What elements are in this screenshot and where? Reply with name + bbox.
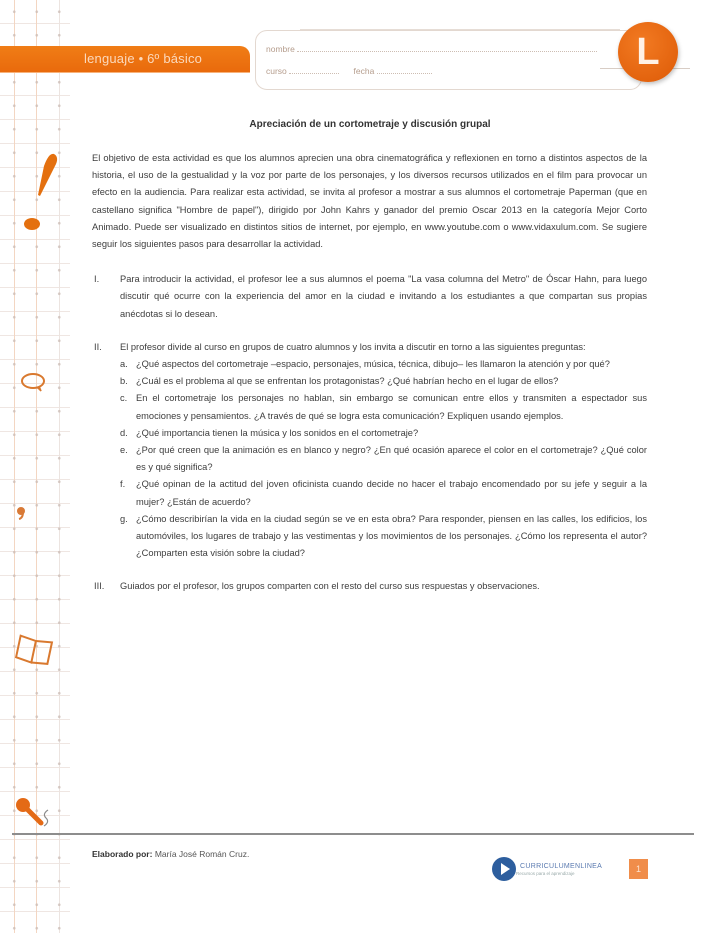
list-item <box>120 356 647 373</box>
student-info-box <box>255 30 642 90</box>
question-list <box>120 356 647 562</box>
comma-icon <box>16 506 26 520</box>
section-3 <box>92 578 647 595</box>
list-item <box>120 476 647 510</box>
question-letter: d. <box>120 427 128 438</box>
course-label: curso <box>266 66 287 76</box>
level-badge: L <box>618 22 678 82</box>
logo-text: CURRICULUMENLINEA <box>520 862 603 870</box>
question-text: ¿Por qué creen que la animación es en blanco y negro? ¿En qué ocasión aparece el color en el cortometraje? ¿Qué color es y qué significa? <box>136 445 647 473</box>
section-2 <box>92 339 647 563</box>
name-field[interactable] <box>297 43 597 52</box>
list-item <box>120 442 647 476</box>
grid-dots <box>0 0 70 933</box>
question-text: ¿Qué importancia tienen la música y los sonidos en el cortometraje? <box>136 427 419 438</box>
question-text: ¿Cómo describirían la vida en la ciudad según se ve en esta obra? Para responder, piensen en las calles, los edificios, los automóviles, los lugares de trabajo y las vestimentas y los movimientos de los personajes. ¿Cómo los representa el autor? ¿Comparten esta visión sobre la ciudad? <box>136 513 647 559</box>
microphone-icon <box>14 796 54 832</box>
list-item <box>120 373 647 390</box>
date-label: fecha <box>353 66 375 76</box>
section-number: I. <box>94 274 100 285</box>
question-letter: a. <box>120 359 128 370</box>
section-1 <box>92 271 647 323</box>
list-item <box>120 425 647 442</box>
list-item <box>120 390 647 424</box>
section-text: Para introducir la actividad, el profesor lee a sus alumnos el poema "La vasa columna del Metro" de Óscar Hahn, para luego discutir qué ocurre con la experiencia del amor en la ciudad e invitando a los estudiantes a que compartan sus propias anécdotas si lo desean. <box>120 274 647 319</box>
exclamation-icon <box>18 152 62 234</box>
question-text: ¿Qué aspectos del cortometraje –espacio, personajes, música, técnica, dibujo– les llamaron la atención y por qué? <box>136 359 610 370</box>
question-text: ¿Qué opinan de la actitud del joven oficinista cuando decide no hacer el trabajo encomendado por su jefe y seguir a la mujer? ¿Están de acuerdo? <box>136 479 647 507</box>
question-letter: e. <box>120 445 128 456</box>
name-label: nombre <box>266 44 295 54</box>
section-text: El profesor divide al curso en grupos de cuatro alumnos y los invita a discutir en torno a las siguientes preguntas: <box>120 341 586 352</box>
intro-paragraph: El objetivo de esta actividad es que los alumnos aprecien una obra cinematográfica y reflexionen en torno a distintos aspectos de la historia, el uso de la gestualidad y la voz por parte de los personajes, y los diversos recursos utilizados en el film para provocar un efecto en la audiencia. Para realizar esta actividad, se invita al profesor a mostrar a sus alumnos el cortometraje Paperman (que en castellano significa "Hombre de papel"), dirigido por John Kahrs y ganador del premio Oscar 2013 en la categoría Mejor Corto Animado. Puede ser visualizado en distintos sitios de internet, por ejemplo, en www.youtube.com o www.vidaxulum.com. Se sugiere seguir los siguientes pasos para desarrollar la actividad. <box>92 153 647 250</box>
section-number: II. <box>94 341 102 352</box>
credits <box>92 849 249 859</box>
play-logo-icon <box>492 857 516 881</box>
footer-divider <box>12 833 694 835</box>
section-number: III. <box>94 581 105 592</box>
date-field[interactable] <box>377 65 432 74</box>
credits-author: María José Román Cruz. <box>154 849 250 859</box>
logo-subtext: Recursos para el aprendizaje <box>516 870 575 876</box>
question-letter: b. <box>120 376 128 387</box>
subject-band <box>0 46 250 72</box>
course-field[interactable] <box>289 65 339 74</box>
section-text: Guiados por el profesor, los grupos comparten con el resto del curso sus respuestas y observaciones. <box>120 581 540 592</box>
credits-label: Elaborado por: <box>92 849 153 859</box>
name-row <box>266 43 626 54</box>
question-text: En el cortometraje los personajes no hablan, sin embargo se comunican entre ellos y transmiten a espectador sus emociones y pensamientos. ¿A través de qué se logra esta comunicación? Expliquen usando ejemplos. <box>136 393 647 421</box>
speech-bubble-icon <box>20 372 46 392</box>
question-letter: f. <box>120 479 126 490</box>
course-row <box>266 65 466 76</box>
page-title: Apreciación de un cortometraje y discusión grupal <box>249 119 491 130</box>
page-number: 1 <box>629 859 648 879</box>
open-book-icon <box>14 633 56 667</box>
curriculum-logo[interactable] <box>492 857 602 881</box>
document-body <box>92 150 647 612</box>
subject-label: lenguaje • 6º básico <box>84 51 203 66</box>
question-letter: g. <box>120 513 128 524</box>
question-text: ¿Cuál es el problema al que se enfrentan los protagonistas? ¿Qué habrían hecho en el lugar de ellos? <box>136 376 559 387</box>
list-item <box>120 511 647 563</box>
question-letter: c. <box>120 393 128 404</box>
